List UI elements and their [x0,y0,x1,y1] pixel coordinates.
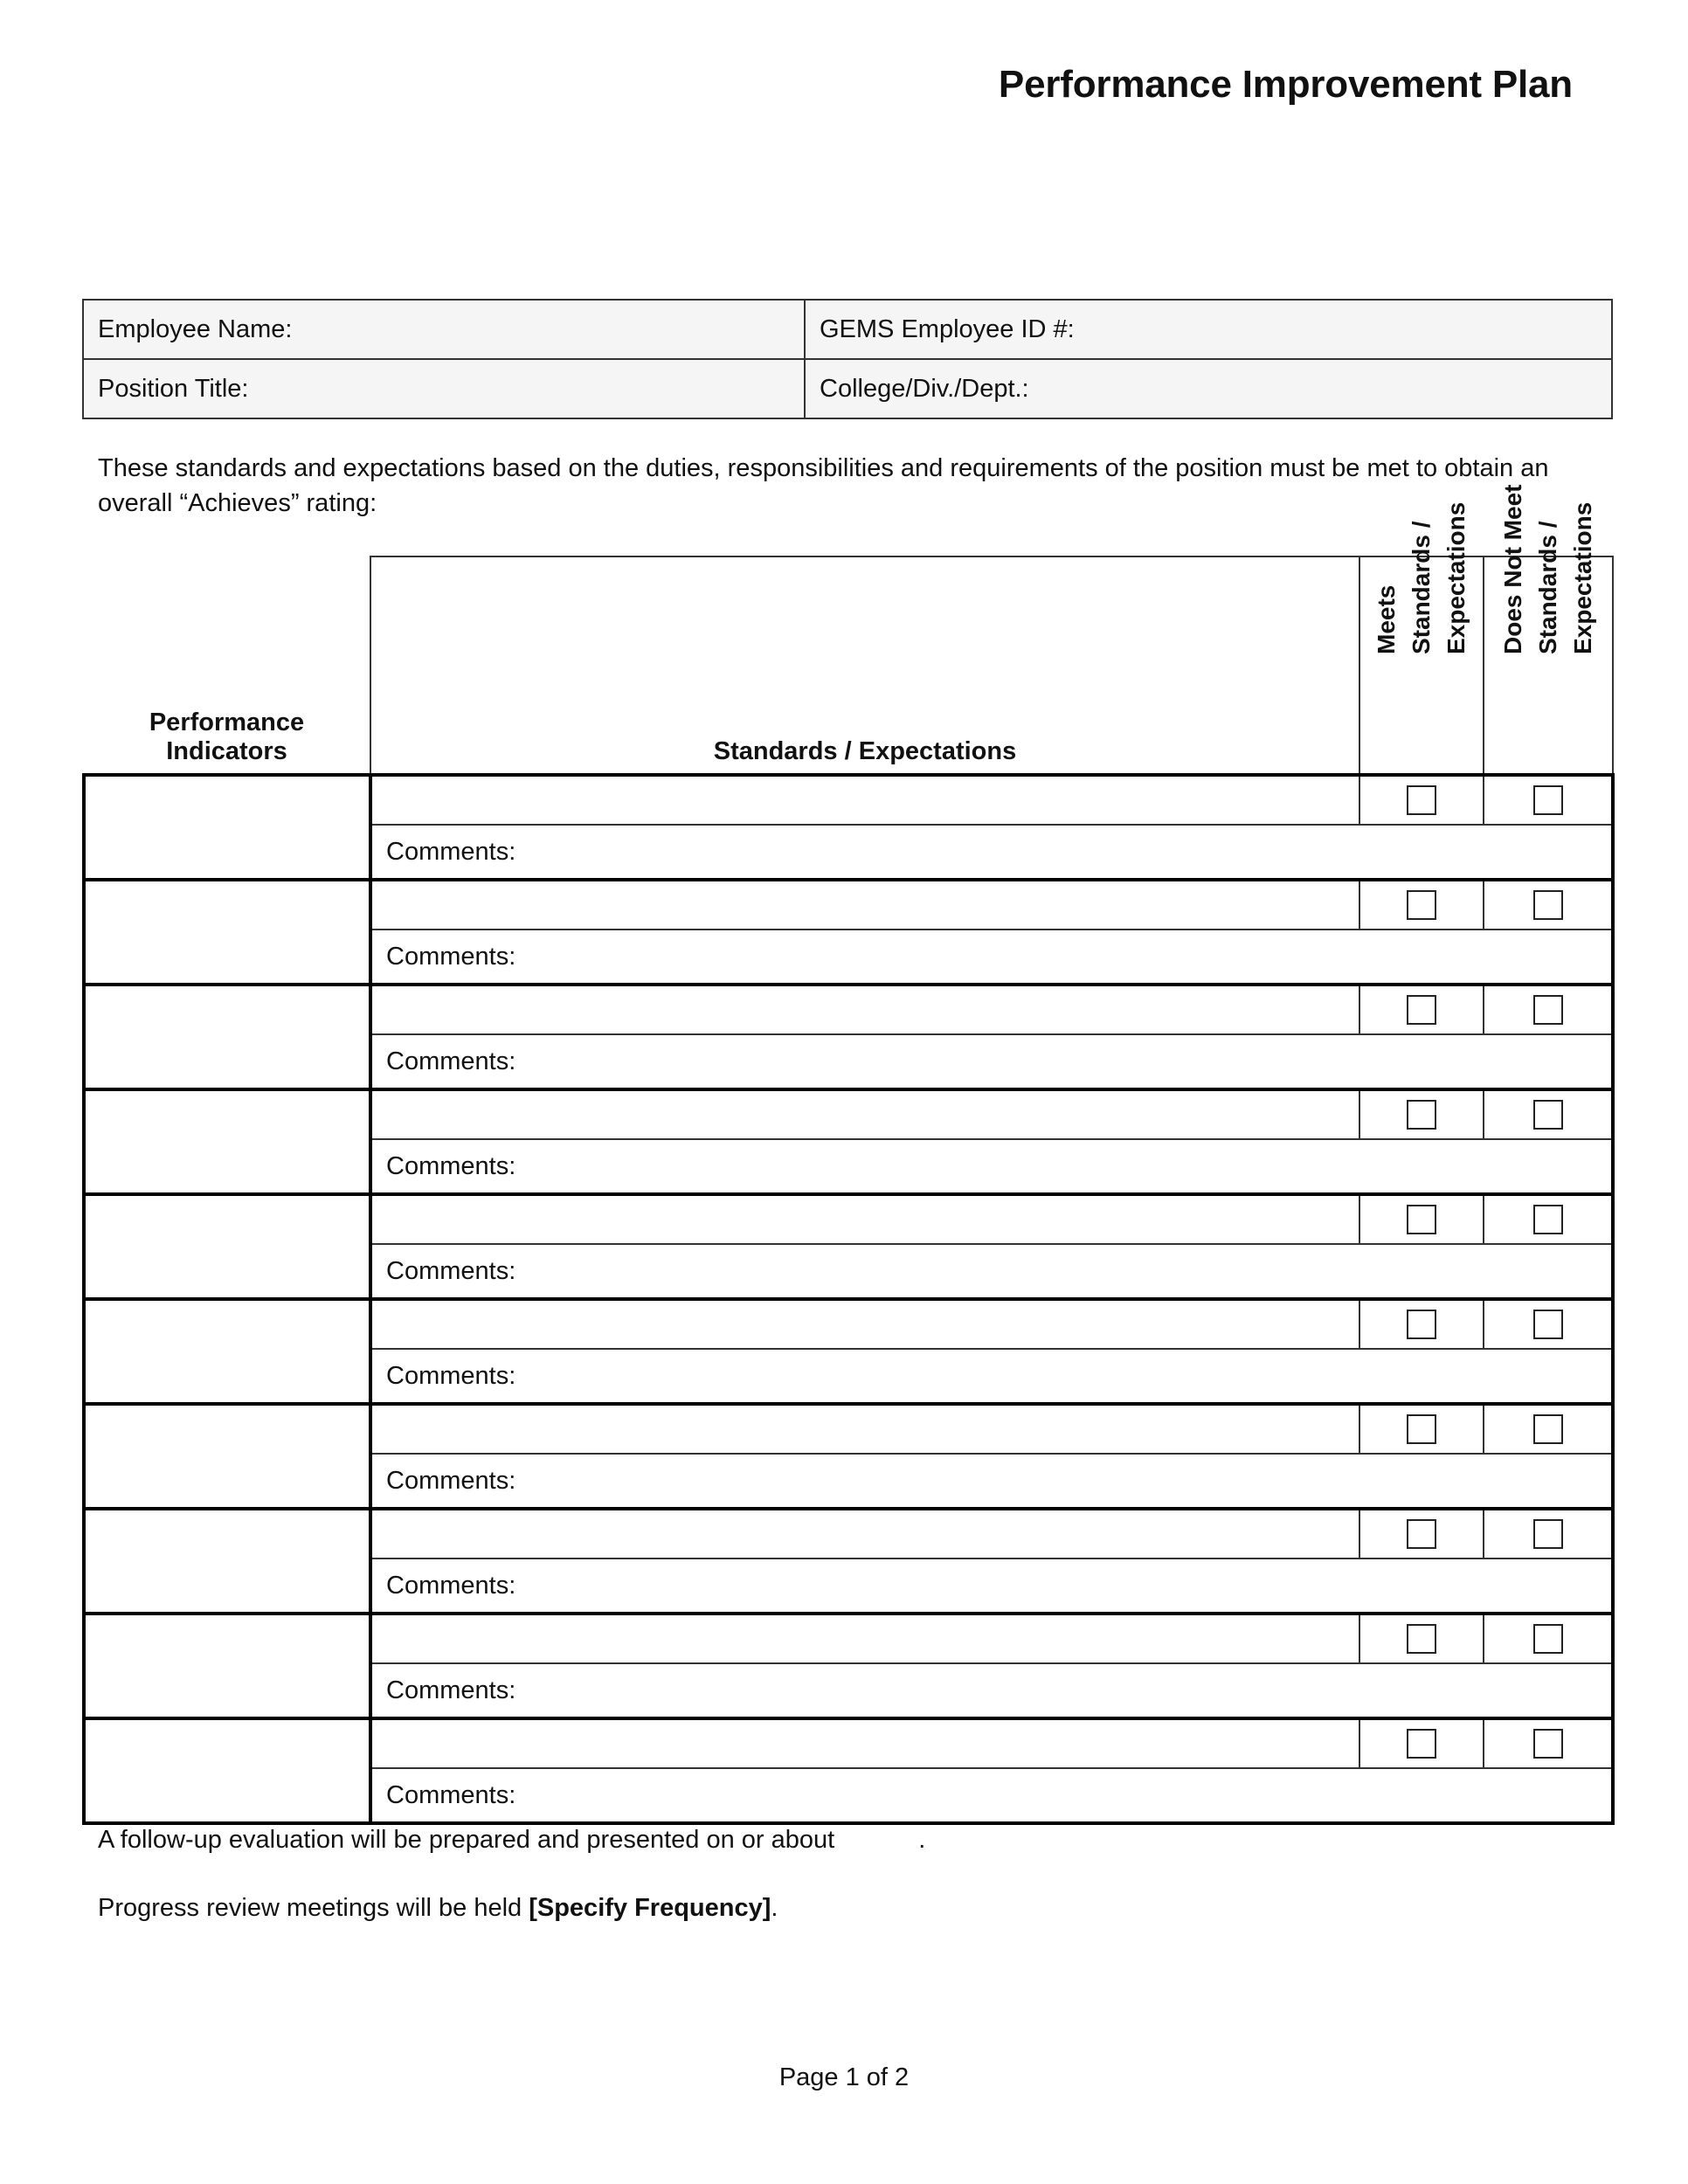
progress-review-text [98,1894,778,1923]
indicator-row [84,1194,1613,1244]
indicator-row [84,1299,1613,1349]
performance-indicator-cell[interactable] [84,880,370,985]
header-not-meet-line3: Expectations [1569,501,1596,654]
does-not-meet-checkbox-cell [1484,1089,1613,1139]
standards-expectations-cell[interactable] [370,1614,1359,1663]
header-indicators-line2: Indicators [166,737,287,765]
header-meets-standards [1359,501,1484,775]
meets-checkbox[interactable] [1407,1310,1436,1339]
meets-checkbox[interactable] [1407,995,1436,1025]
does-not-meet-checkbox-cell [1484,880,1613,930]
header-not-meet-line2: Standards / [1534,521,1561,654]
comments-field[interactable]: Comments: [370,1663,1613,1718]
comments-field[interactable]: Comments: [370,1454,1613,1509]
does-not-meet-checkbox[interactable] [1533,1624,1563,1654]
indicator-row [84,880,1613,930]
employee-name-field[interactable]: Employee Name: [83,300,805,359]
header-meets-line1: Meets [1373,584,1400,654]
does-not-meet-checkbox[interactable] [1533,1519,1563,1549]
position-title-field[interactable]: Position Title: [83,359,805,418]
does-not-meet-checkbox[interactable] [1533,785,1563,815]
comments-field[interactable]: Comments: [370,1034,1613,1089]
header-does-not-meet-standards [1484,484,1613,775]
does-not-meet-checkbox[interactable] [1533,890,1563,920]
meets-checkbox-cell [1359,1614,1484,1663]
header-meets-line2: Standards / [1408,521,1435,654]
does-not-meet-checkbox-cell [1484,1194,1613,1244]
indicator-row [84,985,1613,1034]
does-not-meet-checkbox-cell [1484,985,1613,1034]
header-not-meet-line1: Does Not Meet [1499,484,1526,654]
intro-text: These standards and expectations based on the duties, responsibilities and requirements of the position must be met to obtain an overall “Achieves” rating: [98,454,1549,517]
gems-employee-id-field[interactable]: GEMS Employee ID #: [805,300,1612,359]
indicator-row [84,1509,1613,1559]
does-not-meet-checkbox[interactable] [1533,1729,1563,1759]
standards-expectations-cell[interactable] [370,1404,1359,1454]
meets-checkbox[interactable] [1407,785,1436,815]
followup-sentence: A follow-up evaluation will be prepared and presented on or about [98,1826,835,1854]
meets-checkbox[interactable] [1407,1519,1436,1549]
meets-checkbox[interactable] [1407,890,1436,920]
header-performance-indicators [84,556,370,775]
meets-checkbox-cell [1359,775,1484,825]
page-number: Page 1 of 2 [778,2063,910,2091]
meets-checkbox[interactable] [1407,1729,1436,1759]
standards-expectations-cell[interactable] [370,985,1359,1034]
performance-indicator-cell[interactable] [84,1194,370,1299]
header-standards-expectations: Standards / Expectations [370,556,1359,775]
meets-checkbox[interactable] [1407,1100,1436,1130]
standards-expectations-cell[interactable] [370,880,1359,930]
meets-checkbox-cell [1359,1089,1484,1139]
does-not-meet-checkbox-cell [1484,1299,1613,1349]
does-not-meet-checkbox[interactable] [1533,1414,1563,1444]
performance-indicator-cell[interactable] [84,1299,370,1404]
does-not-meet-checkbox[interactable] [1533,1310,1563,1339]
header-indicators-line1: Performance [149,708,305,736]
page-title: Performance Improvement Plan [998,63,1573,106]
indicator-row [84,1614,1613,1663]
specify-frequency-placeholder[interactable]: [Specify Frequency] [529,1894,771,1922]
standards-expectations-cell[interactable] [370,1194,1359,1244]
comments-field[interactable]: Comments: [370,930,1613,985]
standards-expectations-cell[interactable] [370,1089,1359,1139]
does-not-meet-checkbox[interactable] [1533,1100,1563,1130]
followup-period: . [918,1826,926,1854]
performance-indicator-cell[interactable] [84,1614,370,1718]
performance-indicator-cell[interactable] [84,1089,370,1194]
meets-checkbox[interactable] [1407,1624,1436,1654]
comments-field[interactable]: Comments: [370,1244,1613,1299]
progress-suffix: . [771,1894,778,1922]
indicator-row [84,1089,1613,1139]
progress-prefix: Progress review meetings will be held [98,1894,529,1922]
meets-checkbox-cell [1359,1404,1484,1454]
meets-checkbox-cell [1359,880,1484,930]
comments-field[interactable]: Comments: [370,1349,1613,1404]
does-not-meet-checkbox-cell [1484,1614,1613,1663]
meets-checkbox-cell [1359,1509,1484,1559]
meets-checkbox-cell [1359,1718,1484,1768]
standards-expectations-cell[interactable] [370,775,1359,825]
meets-checkbox-cell [1359,1299,1484,1349]
does-not-meet-checkbox[interactable] [1533,1205,1563,1234]
meets-checkbox[interactable] [1407,1205,1436,1234]
does-not-meet-checkbox-cell [1484,1509,1613,1559]
followup-text [98,1826,925,1855]
comments-field[interactable]: Comments: [370,825,1613,880]
does-not-meet-checkbox-cell [1484,1718,1613,1768]
indicator-row [84,1404,1613,1454]
performance-indicator-cell[interactable] [84,985,370,1089]
performance-indicator-cell[interactable] [84,1509,370,1614]
employee-info-table [82,299,1613,419]
performance-indicator-cell[interactable] [84,1718,370,1823]
performance-indicator-cell[interactable] [84,1404,370,1509]
comments-field[interactable]: Comments: [370,1139,1613,1194]
comments-field[interactable]: Comments: [370,1768,1613,1823]
indicator-row [84,775,1613,825]
header-meets-line3: Expectations [1442,501,1470,654]
comments-field[interactable]: Comments: [370,1559,1613,1614]
meets-checkbox-cell [1359,985,1484,1034]
college-dept-field[interactable]: College/Div./Dept.: [805,359,1612,418]
standards-expectations-cell[interactable] [370,1299,1359,1349]
meets-checkbox-cell [1359,1194,1484,1244]
performance-indicator-cell[interactable] [84,775,370,880]
does-not-meet-checkbox-cell [1484,775,1613,825]
indicator-row [84,1718,1613,1768]
standards-expectations-cell[interactable] [370,1509,1359,1559]
does-not-meet-checkbox-cell [1484,1404,1613,1454]
standards-expectations-cell[interactable] [370,1718,1359,1768]
meets-checkbox[interactable] [1407,1414,1436,1444]
does-not-meet-checkbox[interactable] [1533,995,1563,1025]
